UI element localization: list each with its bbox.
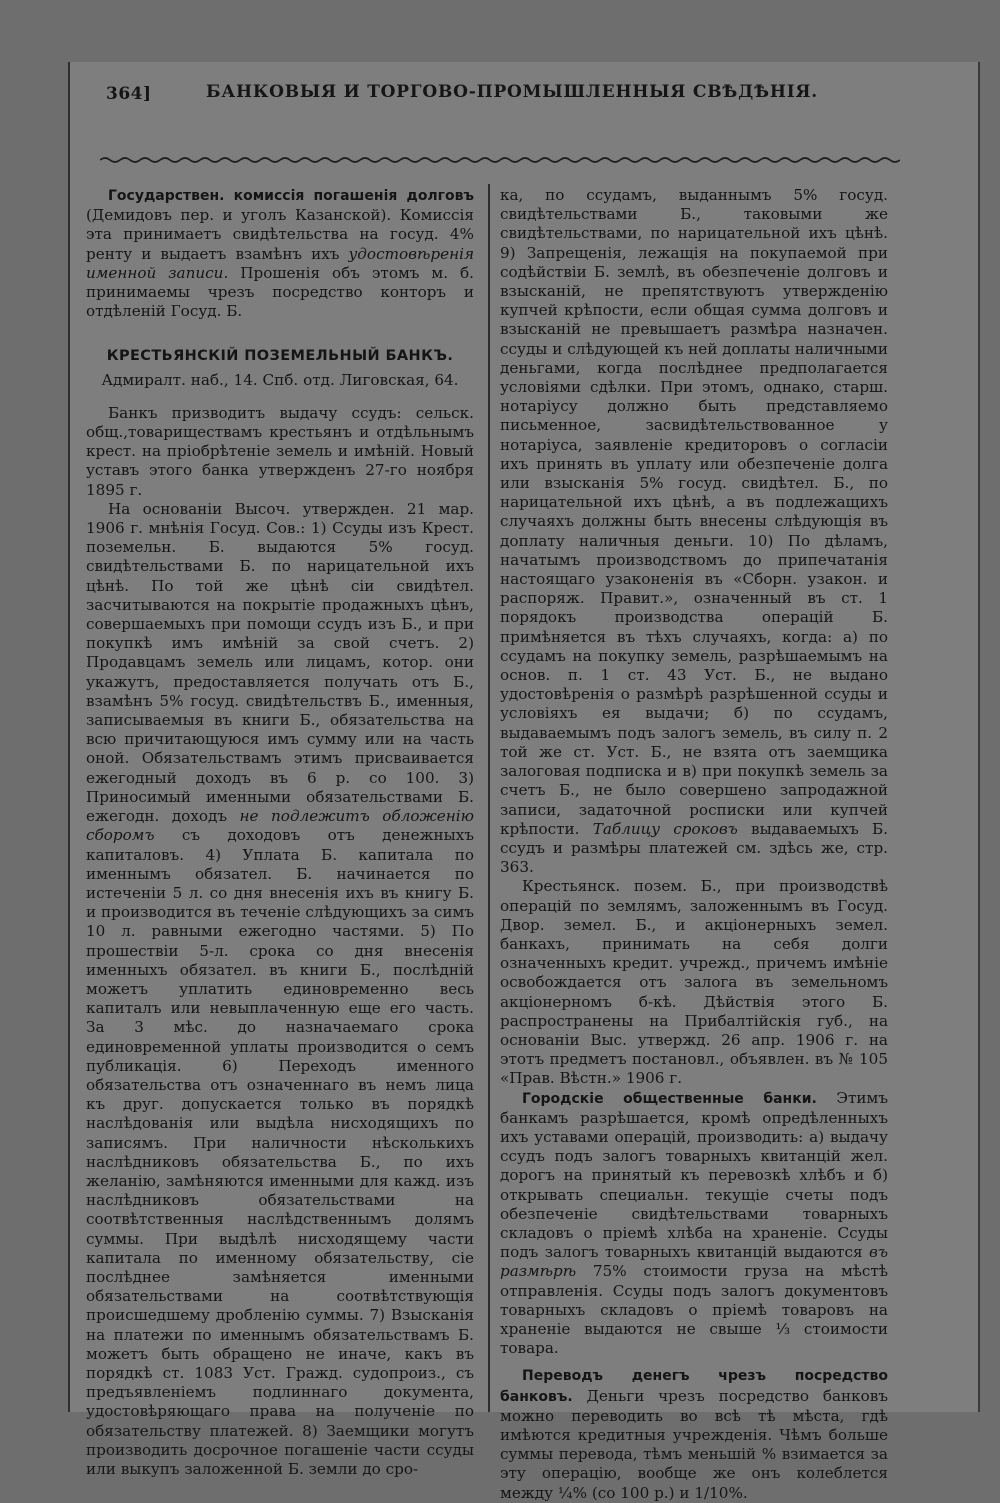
column-divider — [488, 184, 490, 1412]
page-number: 364] — [106, 84, 152, 104]
running-title: БАНКОВЫЯ И ТОРГОВО-ПРОМЫШЛЕННЫЯ СВѢДѢНІЯ. — [206, 82, 818, 102]
paragraph-city-banks: Городскіе общественные банки. Этимъ банкамъ разрѣшается, кромѣ опредѣленныхъ ихъ уставами операцій, производить: а) выдачу ссудъ подъ залогъ товарныхъ квитанцій жел. дорогъ на принятый къ перевозкѣ хлѣбъ и б) открывать специальн. текущіе счеты подъ обезпеченіе свидѣтельствами товарныхъ складовъ о пріемѣ хлѣба на храненіе. Ссуды подъ залогъ товарныхъ квитанцій выдаются въ размѣрѣ 75% стоимости груза на мѣстѣ отправленія. Ссуды подъ залогъ документовъ товарныхъ складовъ о пріемѣ товаровъ на храненіе выдаются не свыше ⅓ стоимости товара. — [500, 1088, 888, 1358]
section-heading: Городскіе общественные банки. — [522, 1090, 817, 1107]
paragraph-continuation: ка, по ссудамъ, выданнымъ 5% госуд. свидѣтельствами Б., таковыми же свидѣтельствами, по нарицательной ихъ цѣнѣ. 9) Запрещенія, лежащія на покупаемой при содѣйствіи Б. землѣ, въ обезпеченіе долговъ и взысканій, не препятствуютъ утвержденію купчей крѣпости, если общая сумма долговъ и взысканій не превышаетъ размѣра назначен. ссуды и слѣдующей къ ней доплаты наличными деньгами, когда послѣднее предполагается условіями сдѣлки. При этомъ, однако, старш. нотаріусу должно быть представляемо письменное, засвидѣтельствованное у нотаріуса, заявленіе кредиторовъ о согласіи ихъ принять въ уплату или обезпеченіе долга или взысканія 5% госуд. свидѣтел. Б., по нарицательной ихъ цѣнѣ, а въ подлежащихъ случаяхъ должны быть внесены слѣдующія въ доплату наличныя деньги. 10) По дѣламъ, начатымъ производствомъ до припечатанія настоящаго узаконенія въ «Сборн. узакон. и распоряж. Правит.», означенный въ ст. 1 порядокъ производства операцій Б. примѣняется въ тѣхъ случаяхъ, когда: а) по ссудамъ на покупку земель, разрѣшаемымъ на основ. п. 1 ст. 43 Уст. Б., не выдано удостовѣренія о размѣрѣ разрѣшенной ссуды и условіяхъ ея выдачи; б) по ссудамъ, выдаваемымъ подъ залогъ земель, въ силу п. 2 той же ст. Уст. Б., не взята отъ заемщика залоговая подписка и в) при покупкѣ земель за счетъ Б., не было совершено запродажной записи, задаточной росписки или купчей крѣпости. Таблицу сроковъ выдаваемыхъ Б. ссудъ и размѣры платежей см. здѣсь же, стр. 363. — [500, 186, 888, 877]
bank-address: Адмиралт. наб., 14. Спб. отд. Лиговская, 64. — [101, 370, 459, 389]
header-wavy-rule — [100, 156, 900, 164]
section-heading: Государствен. комиссія погашенія долговъ — [108, 188, 474, 204]
book-page — [68, 62, 980, 1502]
section-heading: Переводъ денегъ чрезъ посредство банковъ. — [500, 1368, 888, 1405]
paragraph-state-commission: Государствен. комиссія погашенія долговъ (Демидовъ пер. и уголъ Казанской). Комиссія эта принимаетъ свидѣтельства на госуд. 4% ренту и выдаетъ взамѣнъ ихъ удостовѣренія именной записи. Прошенія объ этомъ м. б. принимаемы чрезъ посредство конторъ и отдѣленій Госуд. Б. — [86, 188, 474, 321]
left-column — [86, 186, 474, 1479]
page-header — [106, 76, 896, 116]
paragraph-peasant-bank: Крестьянск. позем. Б., при производствѣ операцій по землямъ, заложеннымъ въ Госуд. Двор. земел. Б., и акціонерныхъ земел. банкахъ, принимать на себя долги означенныхъ кредит. учрежд., причемъ имѣніе освобождается отъ залога въ земельномъ акціонерномъ б-кѣ. Дѣйствія этого Б. распространены на Прибалтійскія губ., на основаніи Выс. утвержд. 26 апр. 1906 г. на этотъ предметъ постановл., объявлен. въ № 105 «Прав. Вѣстн.» 1906 г. — [500, 877, 888, 1088]
paragraph-money-transfer: Переводъ денегъ чрезъ посредство банковъ. Деньги чрезъ посредство банковъ можно переводить во всѣ тѣ мѣста, гдѣ имѣются кредитныя учрежденія. Чѣмъ больше суммы перевода, тѣмъ меньшій % взимается за эту операцію, вообще же онъ колеблется между ¼% (со 100 р.) и 1/10%. — [500, 1368, 888, 1502]
bank-heading: КРЕСТЬЯНСКІЙ ПОЗЕМЕЛЬНЫЙ БАНКЪ. — [106, 348, 454, 365]
paragraph-bank-rules: На основаніи Высоч. утвержден. 21 мар. 1906 г. мнѣнія Госуд. Сов.: 1) Ссуды изъ Крест. поземельн. Б. выдаются 5% госуд. свидѣтельствами Б. по нарицательной ихъ цѣнѣ. По той же цѣнѣ сіи свидѣтел. засчитываются на покрытіе продажныхъ цѣнъ, совершаемыхъ при помощи ссудъ изъ Б., и при покупкѣ имъ имѣній за свой счетъ. 2) Продавцамъ земель или лицамъ, котор. они укажутъ, предоставляется получать отъ Б., взамѣнъ 5% госуд. свидѣтельствъ Б., именныя, записываемыя въ книги Б., обязательства на всю причитающуюся имъ сумму или на часть оной. Обязательствамъ этимъ присваивается ежегодный доходъ въ 6 р. со 100. 3) Приносимый именными обязательствами Б. ежегодн. доходъ не подлежитъ обложенію сборомъ съ доходовъ отъ денежныхъ капиталовъ. 4) Уплата Б. капитала по именнымъ обязател. Б. начинается по истеченіи 5 л. со дня внесенія ихъ въ книгу Б. и производится въ теченіе слѣдующихъ за симъ 10 л. равными ежегодно частями. 5) По прошествіи 5-л. срока со дня внесенія именныхъ обязател. въ книги Б., послѣдній можетъ уплатить единовременно весь капиталъ или невыплаченную еще его часть. За 3 мѣс. до назначаемаго срока единовременной уплаты производится о семъ публикація. 6) Переходъ именного обязательства отъ означеннаго въ немъ лица къ друг. допускается только въ порядкѣ наслѣдованія или выдѣла нисходящихъ по записямъ. При наличности нѣсколькихъ наслѣдниковъ обязательства Б., по ихъ желанію, замѣняются именными для кажд. изъ наслѣдниковъ обязательствами на соотвѣтственныя наслѣдственнымъ долямъ суммы. При выдѣлѣ нисходящему части капитала по именному обязательству, сіе послѣднее замѣняется именными обязательствами на соотвѣтствующія происшедшему дробленію суммы. 7) Взысканія на платежи по именнымъ обязательствамъ Б. можетъ быть обращено не иначе, какъ въ порядкѣ ст. 1083 Уст. Гражд. судопроиз., съ предъявленіемъ подлиннаго документа, удостовѣряющаго права на полученіе по обязательству платежей. 8) Заемщики могутъ производить досрочное погашеніе части ссуды или выкупъ заложенной Б. земли до сро- — [86, 499, 474, 1478]
spacer — [500, 1358, 888, 1366]
right-column — [500, 186, 888, 1503]
paragraph-bank-intro: Банкъ призводитъ выдачу ссудъ: сельск. общ.,товариществамъ крестьянъ и отдѣльнымъ крест. на пріобрѣтеніе земель и имѣній. Новый уставъ этого банка утвержденъ 27-го ноября 1895 г. — [86, 403, 474, 499]
